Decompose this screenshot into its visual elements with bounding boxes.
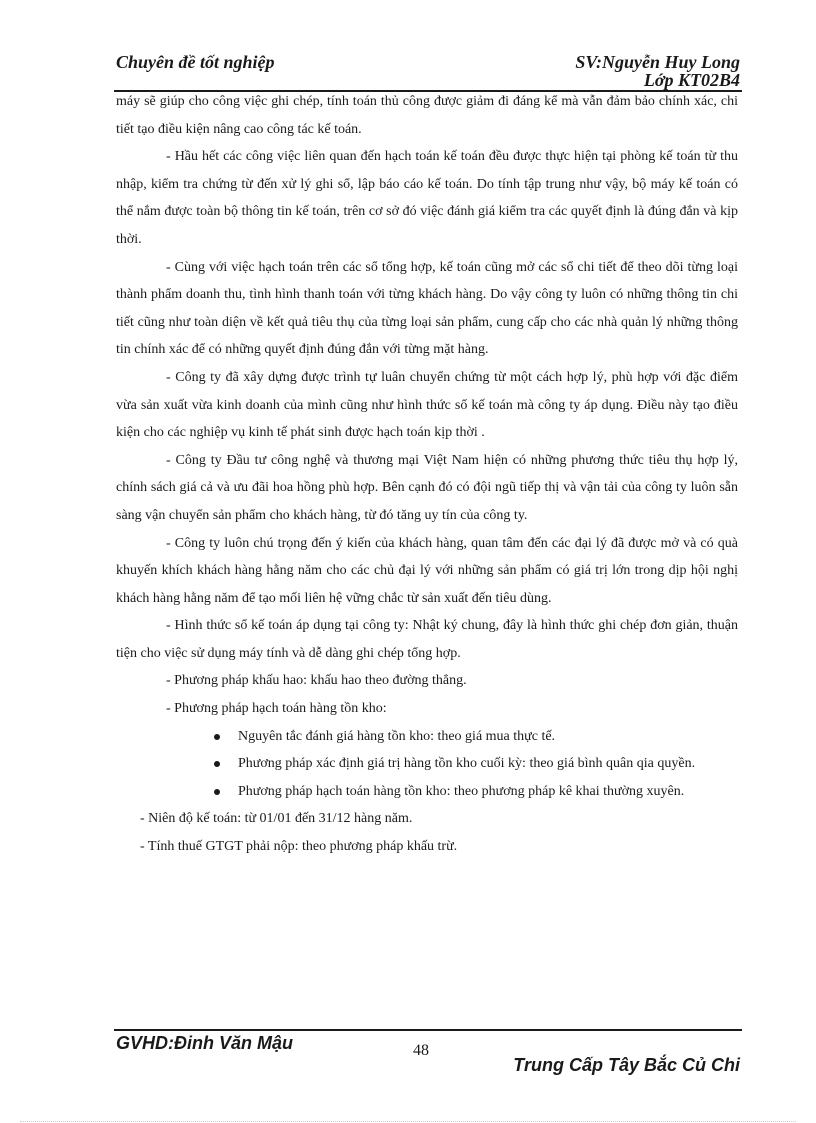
paragraph: - Phương pháp hạch toán hàng tồn kho: [166,701,387,717]
footer-supervisor: GVHD:Đinh Văn Mậu [116,1033,294,1053]
bullet-text: Phương pháp xác định giá trị hàng tồn kho cuối kỳ: theo giá bình quân qia quyền. [238,756,696,772]
header-title: Chuyên đề tốt nghiệp [116,52,275,72]
bullet-item [116,723,738,751]
bullet-item [116,750,738,778]
paragraph: - Công ty luôn chú trọng đến ý kiến của khách hàng, quan tâm đến các đại lý đã được mở và có quà khuyến khích khách hàng hằng năm cho các chủ đại lý với những sản phẩm có giá trị lớn trong dịp hội nghị khách hàng hằng năm để tạo mối liên hệ vững chắc từ sản xuất đến tiêu dùng. [116,535,738,606]
bullet-item [116,778,738,806]
footer-school: Trung Cấp Tây Bắc Củ Chi [513,1055,740,1075]
paragraph: - Cùng với việc hạch toán trên các sổ tổng hợp, kế toán cũng mở các sổ chi tiết để theo dõi từng loại thành phẩm doanh thu, tình hình thanh toán với từng khách hàng. Do vậy công ty luôn có những thông tin chi tiết cũng như toàn diện về kết quả tiêu thụ của từng loại sản phẩm, cung cấp cho các nhà quản lý những thông tin chính xác để có những quyết định đúng đắn với từng mặt hàng. [116,259,738,358]
bullet-text: Phương pháp hạch toán hàng tồn kho: theo phương pháp kê khai thường xuyên. [238,783,685,799]
header-class: Lớp KT02B4 [643,70,740,90]
paragraph: máy sẽ giúp cho công việc ghi chép, tính toán thủ công được giảm đi đáng kể mà vẫn đảm bảo chính xác, chi tiết tạo điều kiện nâng cao công tác kế toán. [116,94,738,137]
paragraph: - Tính thuế GTGT phải nộp: theo phương pháp khấu trừ. [140,839,458,855]
bullet-text: Nguyên tắc đánh giá hàng tồn kho: theo giá mua thực tế. [238,728,556,744]
page-number: 48 [413,1042,429,1059]
paragraph: - Hầu hết các công việc liên quan đến hạch toán kế toán đều được thực hiện tại phòng kế toán từ thu nhập, kiểm tra chứng từ đến xử lý ghi sổ, lập báo cáo kế toán. Do tính tập trung như vậy, bộ máy kế toán có thể nắm được toàn bộ thông tin kế toán, trên cơ sở đó việc đánh giá kiểm tra các quyết định là đúng đắn và kịp thời. [116,149,738,247]
body-text [116,88,738,861]
paragraph: - Hình thức sổ kế toán áp dụng tại công ty: Nhật ký chung, đây là hình thức ghi chép đơn giản, thuận tiện cho việc sử dụng máy tính và dễ dàng ghi chép tổng hợp. [116,618,738,661]
paragraph: - Niên độ kế toán: từ 01/01 đến 31/12 hàng năm. [140,811,413,827]
paragraph: - Công ty đã xây dựng được trình tự luân chuyển chứng từ một cách hợp lý, phù hợp với đặc điểm vừa sản xuất vừa kinh doanh của mình cũng như hình thức sổ kế toán mà công ty áp dụng. Điều này tạo điều kiện cho các nghiệp vụ kinh tế phát sinh được hạch toán kịp thời . [116,369,738,441]
bullet-icon [214,789,220,795]
bullet-icon [214,761,220,767]
bullet-icon [214,734,220,740]
paragraph: - Phương pháp khấu hao: khấu hao theo đường thẳng. [166,673,467,689]
header-student: SV:Nguyễn Huy Long [575,52,740,72]
page-bottom-border [20,1121,796,1122]
paragraph: - Công ty Đầu tư công nghệ và thương mại Việt Nam hiện có những phương thức tiêu thụ hợp lý, chính sách giá cả và ưu đãi hoa hồng phù hợp. Bên cạnh đó có đội ngũ tiếp thị và vận tải của công ty luôn sẵn sàng vận chuyển sản phẩm cho khách hàng, từ đó tăng uy tín của công ty. [116,452,738,523]
footer-rule [114,1029,742,1031]
